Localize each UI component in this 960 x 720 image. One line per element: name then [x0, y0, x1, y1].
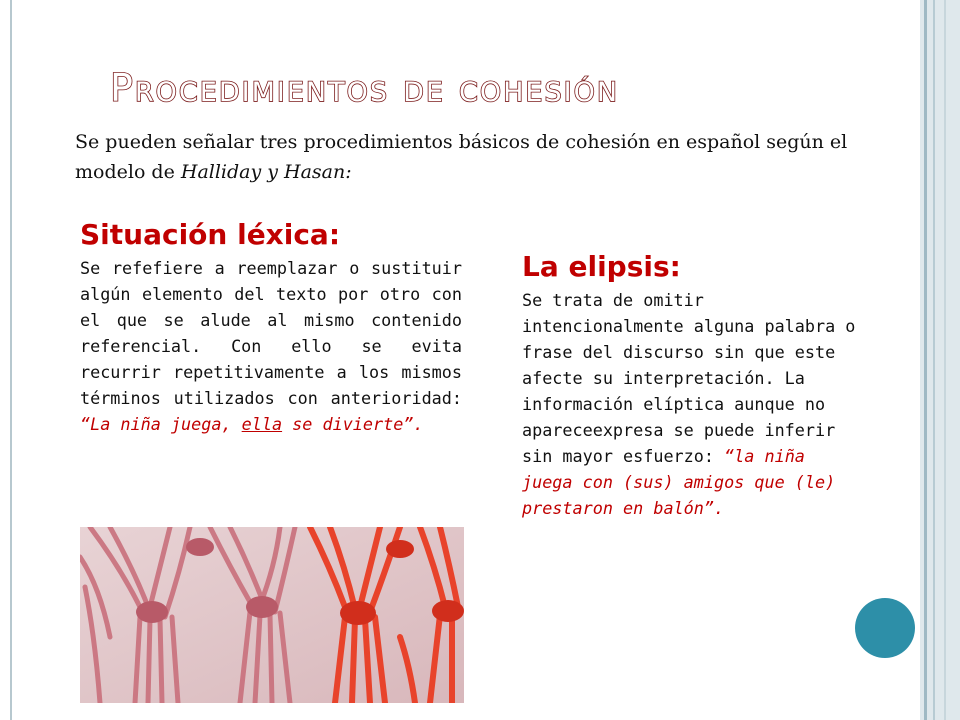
slide-title: Procedimientos de cohesión: [110, 66, 620, 110]
lexical-example-start: “La niña juega,: [80, 414, 242, 435]
lexical-heading: Situación léxica:: [80, 218, 341, 251]
macrame-photo: [80, 527, 464, 703]
lexical-example: [80, 414, 424, 434]
ellipsis-body-text: Se trata de omitir intencionalmente alguna palabra o frase del discurso sin que este afecte su interpretación. La información elíptica aunque no apareceexpresa se puede inferir sin mayor esfuerzo:: [522, 290, 856, 467]
subtitle-authors: Halliday y Hasan:: [180, 161, 352, 184]
ellipsis-heading: La elipsis:: [522, 250, 681, 283]
lexical-example-underlined: ella: [241, 414, 283, 435]
ellipsis-example: “la niña juega con (sus) amigos que (le) prestaron en balón”.: [522, 446, 836, 519]
ellipsis-section: [522, 250, 862, 521]
slide-subtitle: [75, 127, 875, 188]
right-decor-stripe: [944, 0, 946, 720]
subtitle-text: Se pueden señalar tres procedimientos básicos de cohesión en español según el modelo de: [75, 131, 848, 184]
macrame-image: [80, 527, 464, 703]
lexical-body-text: Se refefiere a reemplazar o sustituir algún elemento del texto por otro con el que se alude al mismo contenido referencial. Con ello se evita recurrir repetitivamente a los mismos términos utilizados con anterioridad:: [80, 258, 462, 409]
lexical-example-end: se divierte”.: [282, 414, 424, 435]
ellipsis-body: [522, 287, 862, 521]
lexical-section: [80, 218, 462, 437]
decorative-circle: [855, 598, 915, 658]
lexical-body: [80, 255, 462, 437]
right-decor-stripe: [924, 0, 927, 720]
right-decor-stripe: [933, 0, 935, 720]
left-border-line: [10, 0, 12, 720]
